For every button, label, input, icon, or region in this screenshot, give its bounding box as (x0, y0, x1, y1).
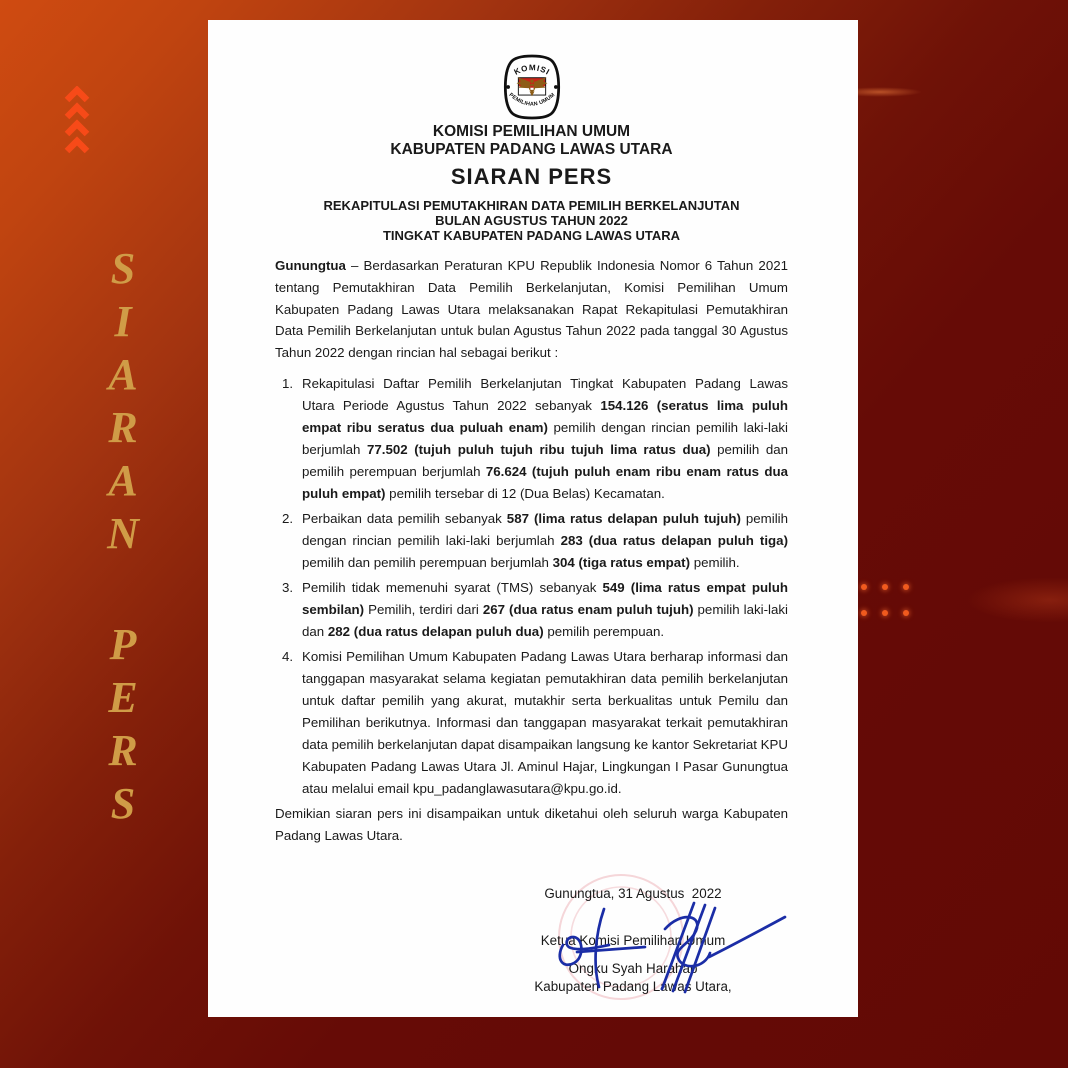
vertical-banner-word-siaran: S I A R A N (107, 244, 139, 558)
list-number: 4. (282, 648, 294, 664)
list-item-2: 2. Perbaikan data pemilih sebanyak 587 (lima ratus delapan puluh tujuh) pemilih dengan rincian pemilih laki-laki berjumlah 283 (dua ratus delapan puluh tiga) pemilih dan pemilih perempuan berjumlah 304 (tiga ratus empat) pemilih. (275, 508, 788, 574)
org-name-line2: KABUPATEN PADANG LAWAS UTARA (390, 140, 673, 158)
doc-title: SIARAN PERS (450, 164, 613, 189)
vertical-banner-word-pers: P E R S (108, 620, 138, 828)
list-item-4: 4. Komisi Pemilihan Umum Kabupaten Padang Lawas Utara berharap informasi dan tanggapan masyarakat selama kegiatan pemutakhiran data pemilih berkelanjutan untuk daftar pemilih yang akurat, mutakhir serta berkualitas untuk Pemilu dan Pemilihan berikutnya. Informasi dan tanggapan masyarakat terkait pemutakhiran data pemilih berkelanjutan dapat disampaikan langsung ke kantor Sekretariat KPU Kabupaten Padang Lawas Utara Jl. Aminul Hajar, Lingkungan I Pasar Gunungtua atau melalui email kpu_padanglawasutara@kpu.go.id. (275, 646, 788, 800)
list-number: 3. (282, 579, 294, 595)
dot (861, 584, 867, 590)
closing-paragraph: Demikian siaran pers ini disampaikan untuk diketahui oleh seluruh warga Kabupaten Padang Lawas Utara. (275, 805, 788, 843)
press-release-document (208, 20, 858, 1017)
dot (861, 610, 867, 616)
dot (903, 584, 909, 590)
signer-name: Ongku Syah Harahap (568, 960, 698, 976)
list-number: 1. (282, 375, 294, 391)
signature-place-date: Gunungtua, 31 Agustus 2022 (544, 885, 722, 901)
intro-paragraph: Gunungtua – Berdasarkan Peraturan KPU Republik Indonesia Nomor 6 Tahun 2021 tentang Pemutakhiran Data Pemilih Berkelanjutan, Komisi Pemilihan Umum Kabupaten Padang Lawas Utara melaksanakan Rapat Rekapitulasi Pemutakhiran Data Pemilih Berkelanjutan untuk bulan Agustus Tahun 2022 pada tanggal 30 Agustus Tahun 2022 dengan rincian hal sebagai berikut : (275, 258, 788, 361)
signer-role-line1: Ketua Komisi Pemilihan Umum (540, 932, 726, 948)
dot (882, 584, 888, 590)
chevron-up-icon (64, 86, 90, 158)
list-item-1: 1. Rekapitulasi Daftar Pemilih Berkelanjutan Tingkat Kabupaten Padang Lawas Utara Periode Agustus Tahun 2022 sebanyak 154.126 (seratus lima puluh empat ribu seratus dua puluah enam) pemilih dengan rincian pemilih laki-laki berjumlah 77.502 (tujuh puluh tujuh ribu tujuh lima ratus dua) pemilih dan pemilih perempuan berjumlah 76.624 (tujuh puluh enam ribu enam ratus dua puluh empat) pemilih tersebar di 12 (Dua Belas) Kecamatan. (275, 373, 788, 505)
list-item-3: 3. Pemilih tidak memenuhi syarat (TMS) sebanyak 549 (lima ratus empat puluh sembilan) Pemilih, terdiri dari 267 (dua ratus enam puluh tujuh) pemilih laki-laki dan 282 (dua ratus delapan puluh dua) pemilih perempuan. (275, 577, 788, 643)
logo-top-text: KOMISI (512, 63, 552, 77)
signature-block (275, 849, 788, 1024)
kpu-logo-icon (501, 54, 563, 120)
logo-bottom-text: PEMILIHAN UMUM (507, 92, 556, 108)
dot (882, 610, 888, 616)
list-number: 2. (282, 510, 294, 526)
signer-role-line2: Kabupaten Padang Lawas Utara, (534, 979, 732, 995)
numbered-list (275, 373, 788, 800)
subject-line3: TINGKAT KABUPATEN PADANG LAWAS UTARA (382, 228, 681, 243)
dots-grid-decoration (861, 584, 909, 616)
handwritten-signature-icon (547, 895, 787, 995)
subject-block (275, 198, 788, 243)
subject-line2: BULAN AGUSTUS TAHUN 2022 (435, 213, 628, 228)
org-name-line1: KOMISI PEMILIHAN UMUM (432, 123, 631, 140)
subject-line1: REKAPITULASI PEMUTAKHIRAN DATA PEMILIH BERKELANJUTAN (323, 198, 740, 213)
dot (903, 610, 909, 616)
